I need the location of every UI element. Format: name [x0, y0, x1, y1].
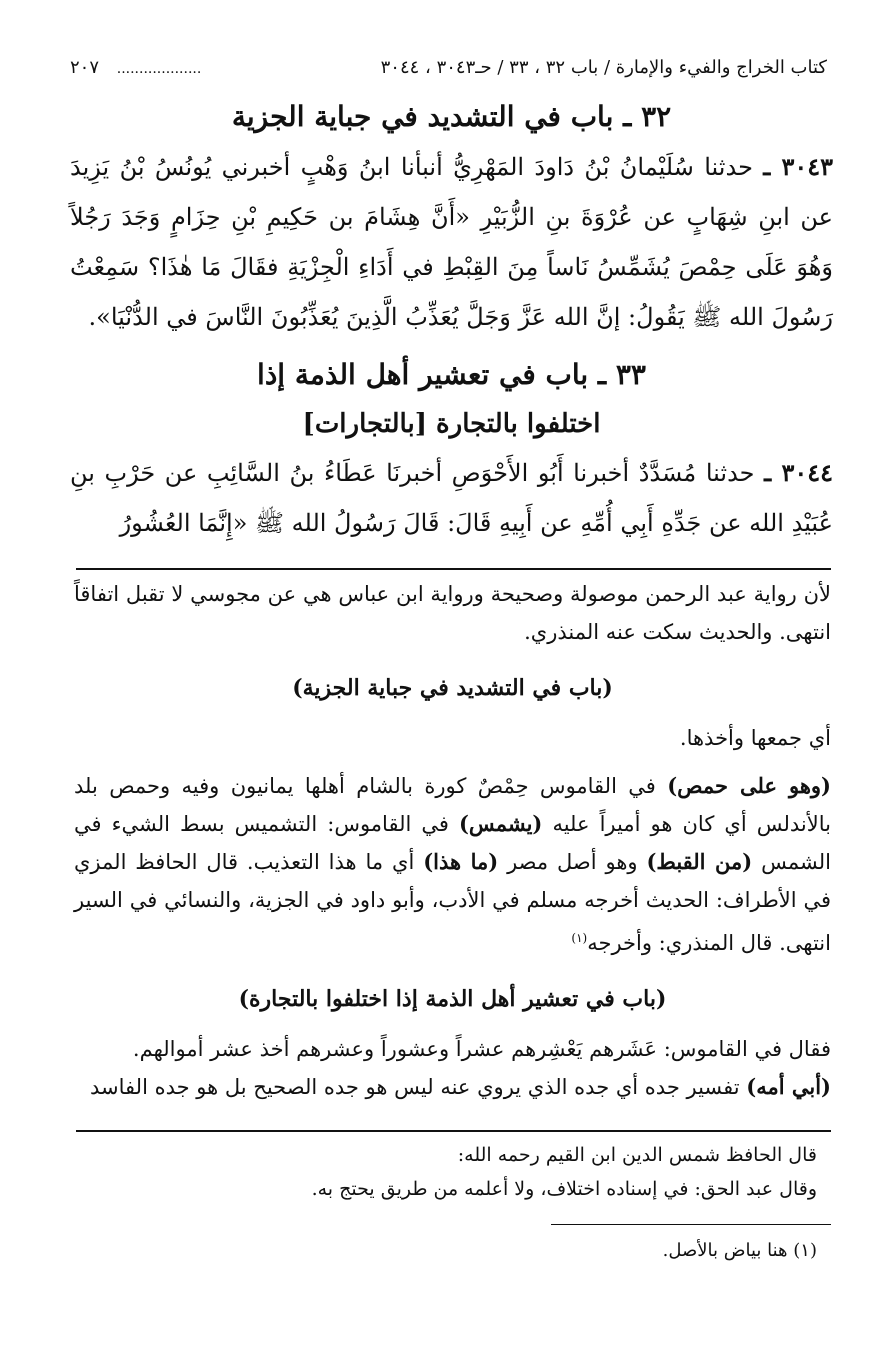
hadith-3044-text: حدثنا مُسَدَّدٌ أخبرنا أَبُو الأَحْوَصِ أخبرنَا عَطَاءُ بنُ السَّائِبِ عن حَرْبِ بنِ عُبَيْدِ الله عن جَدِّهِ أَبِي أُمِّهِ عن أَبِيهِ قَالَ: قَالَ رَسُولُ الله ﷺ «إِنَّمَا العُشُورُ	[70, 459, 833, 537]
commentary	[74, 575, 831, 1106]
page-number-group	[70, 57, 201, 78]
commentary-continuation: لأن رواية عبد الرحمن موصولة وصحيحة ورواية ابن عباس هي عن مجوسي لا تقبل اتفاقاً انتهى. والحديث سكت عنه المنذري.	[74, 582, 831, 644]
hadith-3043	[70, 142, 833, 342]
commentary-para-3: فقال في القاموس: عَشَرهم يَعْشِرهم عشراً وعشوراً وعشرهم أخذ عشر أموالهم.	[132, 1037, 831, 1061]
main-divider	[76, 568, 831, 570]
commentary-para-2-text-4: أي ما هذا التعذيب. قال الحافظ المزي في الأطراف: الحديث أخرجه مسلم في الأدب، وأبو داود في الجزية، والنسائي في السير انتهى. قال المنذري: وأخرجه	[74, 850, 831, 955]
commentary-para-4-text: تفسير جده أي جده الذي يروي عنه ليس هو جده الصحيح بل هو جده الفاسد	[90, 1075, 747, 1099]
lemma-yushammis: (يشمس)	[459, 811, 543, 836]
footnote-divider	[551, 1224, 831, 1225]
lemma-qibt: (من القبط)	[646, 849, 753, 874]
hadith-3044	[70, 448, 833, 548]
commentary-para-1: أي جمعها وأخذها.	[679, 726, 831, 750]
hadith-3044-number: ٣٠٤٤ ـ	[764, 458, 833, 487]
ibn-qayyim-note	[80, 1138, 817, 1206]
page-number: ٢٠٧	[70, 56, 100, 78]
header-leader-dots: ...................	[116, 60, 202, 77]
commentary-heading-33: (باب في تعشير أهل الذمة إذا اختلفوا بالتجارة)	[238, 986, 667, 1012]
commentary-para-4	[74, 1068, 831, 1106]
header-title: كتاب الخراج والفيء والإمارة / باب ٣٢ ، ٣٣ / حـ٣٠٤٣ ، ٣٠٤٤	[380, 56, 827, 78]
main-text	[70, 92, 833, 548]
hadith-3043-text: حدثنا سُلَيْمانُ بْنُ دَاودَ المَهْرِيُّ أنبأنا ابنُ وَهْبٍ أخبرني يُونُسُ بْنُ يَزِيدَ عن ابنِ شِهَابٍ عن عُرْوَةَ بنِ الزُّبَيْرِ «أَنَّ هِشَامَ بن حَكِيمِ بْنِ حِزَامٍ وَجَدَ رَجُلاً وَهُوَ عَلَى حِمْصَ يُشَمِّسُ نَاساً مِنَ القِبْطِ في أَدَاءِ الْجِزْيَةِ فقَالَ مَا هٰذَا؟ سَمِعْتُ رَسُولَ الله ﷺ يَقُولُ: إنَّ الله عَزَّ وَجَلَّ يُعَذِّبُ الَّذِينَ يُعَذِّبُونَ النَّاسَ في الدُّنْيَا».	[70, 153, 833, 331]
commentary-heading-32: (باب في التشديد في جباية الجزية)	[292, 675, 613, 701]
chapter-33-title-line2: اختلفوا بالتجارة [بالتجارات]	[302, 409, 601, 439]
lemma-hims: (وهو على حمص)	[667, 773, 831, 798]
ibn-qayyim-line-2: وقال عبد الحق: في إسناده اختلاف، ولا أعلمه من طريق يحتج به.	[311, 1178, 817, 1200]
chapter-32-title: ٣٢ ـ باب في التشديد في جباية الجزية	[231, 100, 672, 133]
commentary-divider	[76, 1130, 831, 1132]
ibn-qayyim-line-1: قال الحافظ شمس الدين ابن القيم رحمه الله:	[457, 1144, 817, 1166]
lemma-abi-ummih: (أبي أمه)	[746, 1074, 831, 1099]
commentary-para-2-text-2: في القاموس: التشميس بسط الشيء في الشمس	[74, 812, 831, 874]
running-header	[70, 52, 827, 82]
lemma-ma-hadha: (ما هذا)	[423, 849, 499, 874]
chapter-33-title-line1: ٣٣ ـ باب في تعشير أهل الذمة إذا	[257, 358, 646, 391]
commentary-para-2-text-1: في القاموس حِمْصٌ كورة بالشام أهلها يمانيون وفيه وحمص بلد بالأندلس أي كان هو أميراً عليه	[74, 774, 831, 836]
hadith-3043-number: ٣٠٤٣ ـ	[763, 152, 833, 181]
footnote-text: (١) هنا بياض بالأصل.	[662, 1240, 817, 1261]
commentary-para-2-text-3: وهو أصل مصر	[498, 850, 647, 874]
commentary-para-2	[74, 767, 831, 962]
footnote-reference: (١)	[571, 931, 588, 945]
footnote	[80, 1236, 817, 1266]
